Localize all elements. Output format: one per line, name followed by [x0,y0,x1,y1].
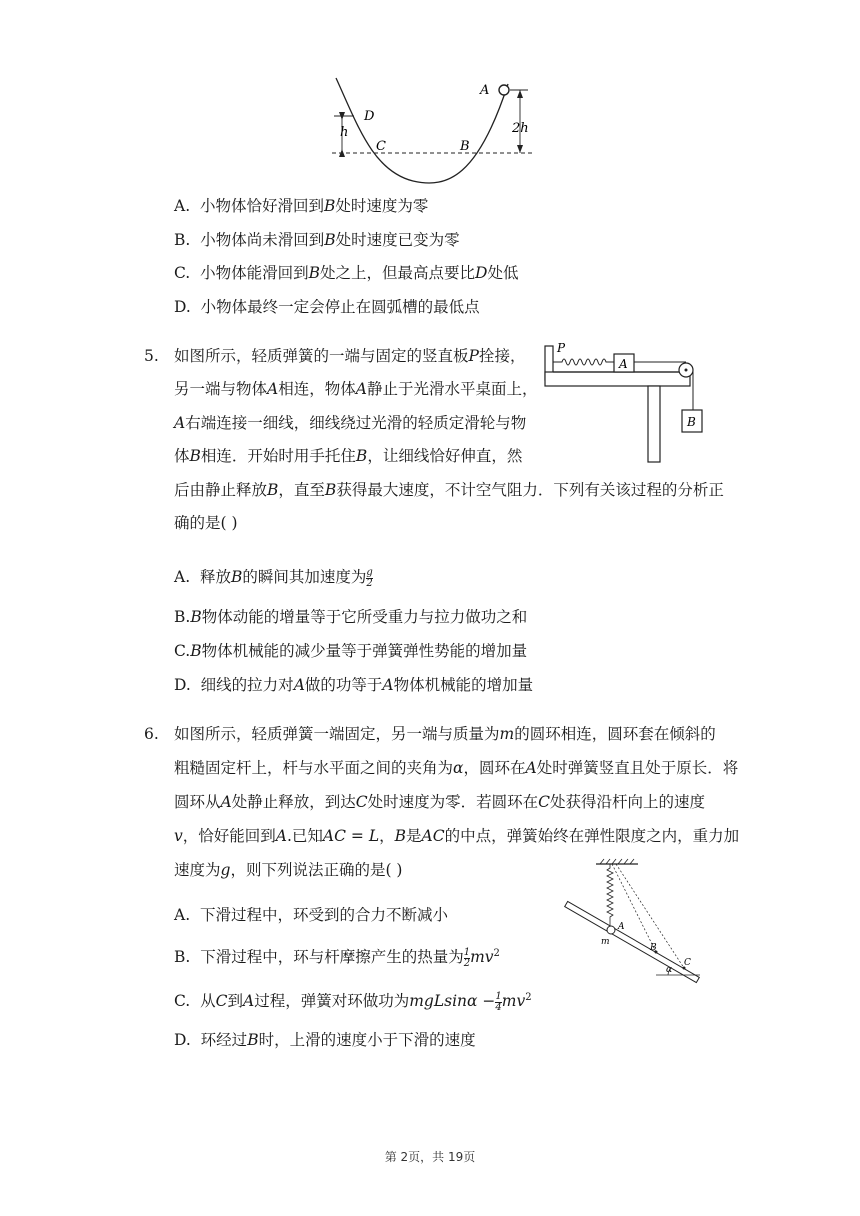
label-D: D [364,109,375,124]
figure-spring-pulley [540,342,710,466]
q6-option-c: C. 从C到A过程，弹簧对环做功为mgLsinα − $\frac{1}{4}$ $mv^2$ [174,990,532,1013]
q6-line-2: 粗糙固定杆上，杆与水平面之间的夹角为α，圆环在A处时弹簧竖直且处于原长．将 [174,759,739,777]
q6-option-a: A. 下滑过程中，环受到的合力不断减小 [174,906,448,924]
label-C-point: C [684,958,691,968]
q5-option-c: C.B物体机械能的减少量等于弹簧弹性势能的增加量 [174,642,528,660]
q6-number: 6. [144,725,159,743]
label-A-block: A [619,357,628,371]
label-A-ring: A [618,922,625,932]
q6-option-d: D. 环经过B时，上滑的速度小于下滑的速度 [174,1031,476,1049]
label-P: P [557,342,566,355]
q6-line-5: 速度为g，则下列说法正确的是( ) [174,861,403,879]
label-C: C [376,139,386,154]
q5-line-3: A右端连接一细线，细线绕过光滑的轻质定滑轮与物 [174,414,527,432]
fraction-1-over-2: $\frac{1}{2}$ [463,946,471,969]
q5-line-1: 如图所示，轻质弹簧的一端与固定的竖直板P拴接， [174,347,526,365]
spring [553,359,614,365]
q6-option-b: B. 下滑过程中，环与杆摩擦产生的热量为 $\frac{1}{2}$ $mv^2$ [174,946,500,969]
figure-inclined-rod [560,858,704,984]
label-h: h [340,125,349,140]
label-A: A [480,83,490,98]
q5-number: 5. [144,347,159,365]
label-m: m [601,937,610,947]
figure-arc-groove [328,76,538,186]
fraction-g-over-2: $\frac{g}{2}$ [366,566,373,589]
q4-option-b: B. 小物体尚未滑回到B处时速度已变为零 [174,231,460,249]
page-footer: 第 2页，共 19页 [384,1150,476,1164]
q5-option-b: B.B物体动能的增量等于它所受重力与拉力做功之和 [174,608,528,626]
q5-line-6: 确的是( ) [174,514,238,532]
fraction-1-over-4: $\frac{1}{4}$ [495,990,502,1013]
q6-line-4: v，恰好能回到A.已知AC = L，B是AC的中点，弹簧始终在弹性限度之内，重力加 [174,827,740,845]
ring [607,926,615,934]
spring-vertical [607,864,613,928]
label-2h: 2h [512,121,529,136]
q5-option-a: A. 释放B的瞬间其加速度为 $\frac{g}{2}$ [174,566,373,589]
label-B: B [460,139,470,154]
q6-line-3: 圆环从A处静止释放，到达C处时速度为零．若圆环在C处获得沿杆向上的速度 [174,793,706,811]
q5-option-d: D. 细线的拉力对A做的功等于A物体机械能的增加量 [174,676,534,694]
q4-option-a: A. 小物体恰好滑回到B处时速度为零 [174,197,429,215]
q6-line-1: 如图所示，轻质弹簧一端固定，另一端与质量为m的圆环相连，圆环套在倾斜的 [174,725,716,743]
q5-line-2: 另一端与物体A相连，物体A静止于光滑水平桌面上， [174,380,538,398]
q5-line-5: 后由静止释放B，直至B获得最大速度，不计空气阻力．下列有关该过程的分析正 [174,481,724,499]
q4-option-c: C. 小物体能滑回到B处之上，但最高点要比D处低 [174,264,519,282]
q5-line-4: 体B相连．开始时用手托住B，让细线恰好伸直，然 [174,447,523,465]
ball-A [499,85,509,95]
label-B-point: B [650,943,657,953]
q4-option-d: D. 小物体最终一定会停止在圆弧槽的最低点 [174,298,480,316]
label-alpha: α [666,965,673,975]
label-B-block: B [687,415,696,429]
